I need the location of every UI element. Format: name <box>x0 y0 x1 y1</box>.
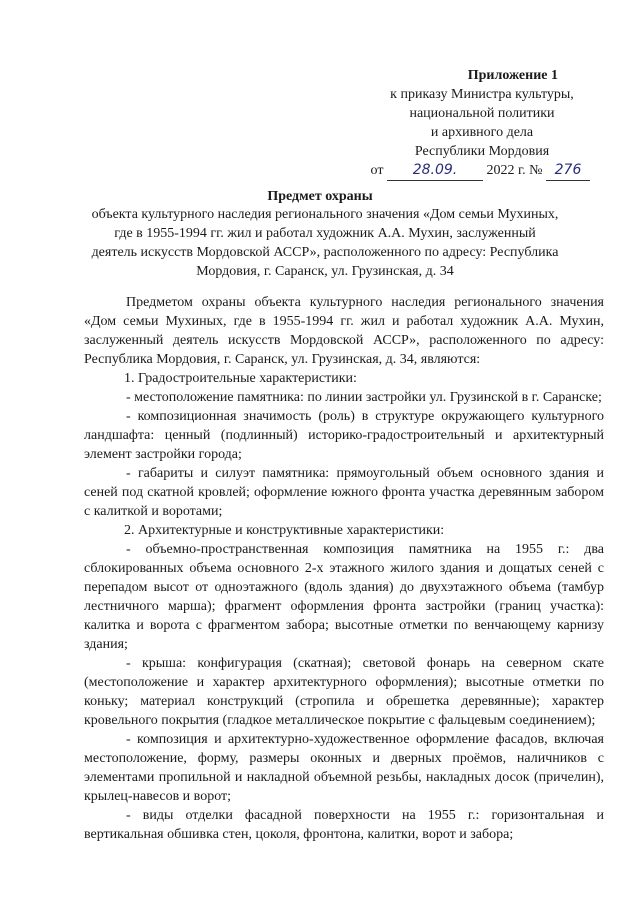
section-heading-urban: 1. Градостроительные характеристики: <box>124 371 357 386</box>
appendix-line: национальной политики <box>409 106 555 121</box>
list-item: - композиционная значимость (роль) в структуре окружающего культурного ландшафта: ценный (подлинный) историко-градостроительный и архитектурный элемент застройки города; <box>84 409 604 462</box>
list-item: - объемно-пространственная композиция памятника на 1955 г.: два сблокированных объема основного 2-х этажного жилого здания и дощатых сеней с перепадом высот от одноэтажного (вдоль здания) до двухэтажного объема (тамбур лестничного марша); фрагмент оформления фронта застройки (границ участка): калитка и ворота с фрагментом забора; высотные отметки по венчающему карнизу здания; <box>84 542 604 652</box>
intro-paragraph: Предметом охраны объекта культурного наследия регионального значения «Дом семьи Мухиных, где в 1955-1994 гг. жил и работал художник А.А. Мухин, заслуженный деятель искусств Мордовской АССР», расположенного по адресу: Республика Мордовия, г. Саранск, ул. Грузинская, д. 34, являются: <box>84 295 604 367</box>
list-item: - виды отделки фасадной поверхности на 1955 г.: горизонтальная и вертикальная обшивка стен, цоколя, фронтона, калитки, ворот и забора; <box>84 808 604 842</box>
list-item: - габариты и силуэт памятника: прямоугольный объем основного здания и сеней под скатной кровлей; оформление южного фронта участка деревянным забором с калиткой и воротами; <box>84 466 604 519</box>
section-heading-architectural: 2. Архитектурные и конструктивные характеристики: <box>124 523 445 538</box>
order-number-handwritten: 276 <box>546 161 590 181</box>
subject-title: Предмет охраны <box>267 189 373 204</box>
order-prefix: от <box>370 163 384 178</box>
appendix-title: Приложение 1 <box>467 68 558 83</box>
appendix-line: и архивного дела <box>430 125 534 140</box>
list-item: - местоположение памятника: по линии застройки ул. Грузинской в г. Саранске; <box>126 390 602 405</box>
appendix-line: к приказу Министра культуры, <box>390 87 574 102</box>
order-date-handwritten: 28.09. <box>387 161 483 181</box>
appendix-block <box>360 66 604 181</box>
subject-description: объекта культурного наследия регионального значения «Дом семьи Мухиных, где в 1955-1994 гг. жил и работал художник А.А. Мухин, заслуженный деятель искусств Мордовской АССР», расположенного по адресу: Республика Мордовия, г. Саранск, ул. Грузинская, д. 34 <box>91 207 559 279</box>
order-line <box>360 161 604 181</box>
document-body <box>84 293 604 844</box>
list-item: - композиция и архитектурно-художественное оформление фасадов, включая местоположение, форму, размеры оконных и дверных проёмов, наличников с элементами пропильной и накладной объемной резьбы, накладных досок (причелин), крылец-навесов и ворот; <box>84 732 604 804</box>
appendix-line: Республики Мордовия <box>414 144 550 159</box>
order-year: 2022 г. № <box>486 163 543 178</box>
list-item: - крыша: конфигурация (скатная); световой фонарь на северном скате (местоположение и характер архитектурного оформления); высотные отметки по коньку; материал конструкций (стропила и обрешетка деревянные); характер кровельного покрытия (гладкое металлическое покрытие с фальцевым соединением); <box>84 656 604 728</box>
